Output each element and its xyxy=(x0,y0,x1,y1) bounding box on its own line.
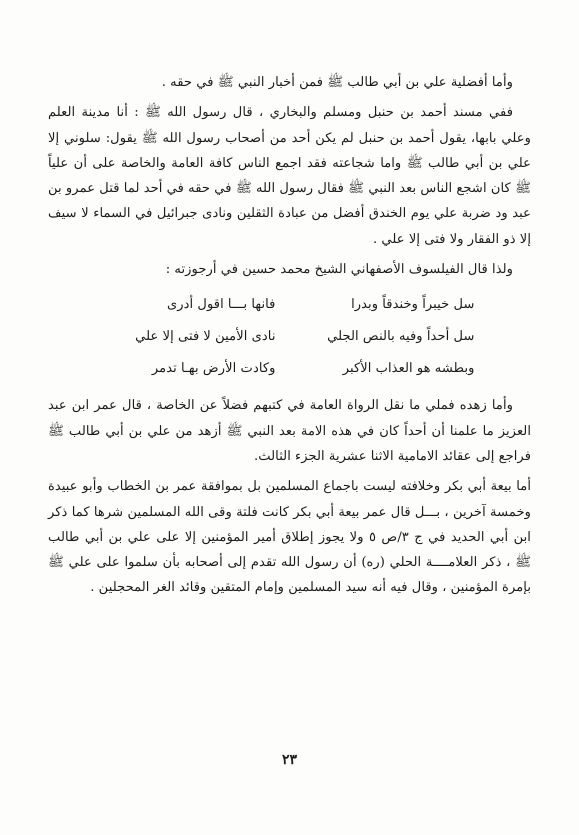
poem-verse-2-left: نادى الأمين لا فتى إلا علي xyxy=(135,329,276,345)
poem-verse-3-left: وكادت الأرض بهـا تدمر xyxy=(151,361,276,377)
paragraph-zuhd: وأما زهده فملي ما نقل الرواة العامة في كتبهم فضلاً عن الخاصة ، قال عمر ابن عبد العزيز ما علمنا أن أحداً كان في هذه الامة بعد النبي ﷺ أزهد من علي بن أبي طالب ﷺ فراجع إلى عقائد الامامية الاثنا عشرية الجزء الثالث. xyxy=(48,398,531,464)
page-number: ٢٣ xyxy=(281,752,298,768)
poem-verse-1-right: سل خيبراً وخندقاً وبدرا xyxy=(351,297,475,313)
paragraph-bayaa: أما بيعة أبي بكر وخلافته ليست باجماع المسلمين بل بموافقة عمر بن الخطاب وأبو عبيدة وخمسة آخرين ، بـــل قال عمر بيعة أبي بكر كانت فلتة وقى الله المسلمين شرها كما ذكر ابن أبي الحديد في ج ٣/ص ٥ ولا يجوز إطلاق أمير المؤمنين إلا على علي بن أبي طالب ﷺ ، ذكر العلامــــة الحلي (ره) أن رسول الله تقدم إلى أصحابه بأن سلموا على علي ﷺ بإمرة المؤمنين ، وقال فيه أنه سيد المسلمين وإمام المتقين وقائد الغر المحجلين . xyxy=(48,479,531,596)
poem xyxy=(105,292,475,381)
poem-verse-2-right: سل أحداً وفيه بالنص الجلي xyxy=(327,329,475,345)
poem-verse-1-left: فانها بـــا اقول أدرى xyxy=(166,297,276,313)
paragraph-poem-intro: ولذا قال الفيلسوف الأصفهاني الشيخ محمد حسين في أرجوزته : xyxy=(165,262,513,278)
paragraph-intro: وأما أفضلية علي بن أبي طالب ﷺ فمن أخبار النبي ﷺ في حقه . xyxy=(161,75,513,90)
paragraph-musnad: ففي مسند أحمد بن حنبل ومسلم والبخاري ، قال رسول الله ﷺ : أنا مدينة العلم وعلي بابها، يقول أحمد بن حنبل لم يكن أحد من أصحاب رسول الله ﷺ يقول: سلوني إلا علي بن أبي طالب ﷺ واما شجاعته فقد اجمع الناس كافة العامة والخاصة على أن علياً ﷺ كان اشجع الناس بعد النبي ﷺ فقال رسول الله ﷺ في حقه في أحد لما قتل عمرو بن عبد ود ضربة علي يوم الخندق أفضل من عبادة الثقلين ونادى جبرائيل في السماء لا سيف إلا ذو الفقار ولا فتى إلا علي . xyxy=(48,105,531,247)
poem-verse-3-right: وبطشه هو العذاب الأكبر xyxy=(342,361,475,377)
